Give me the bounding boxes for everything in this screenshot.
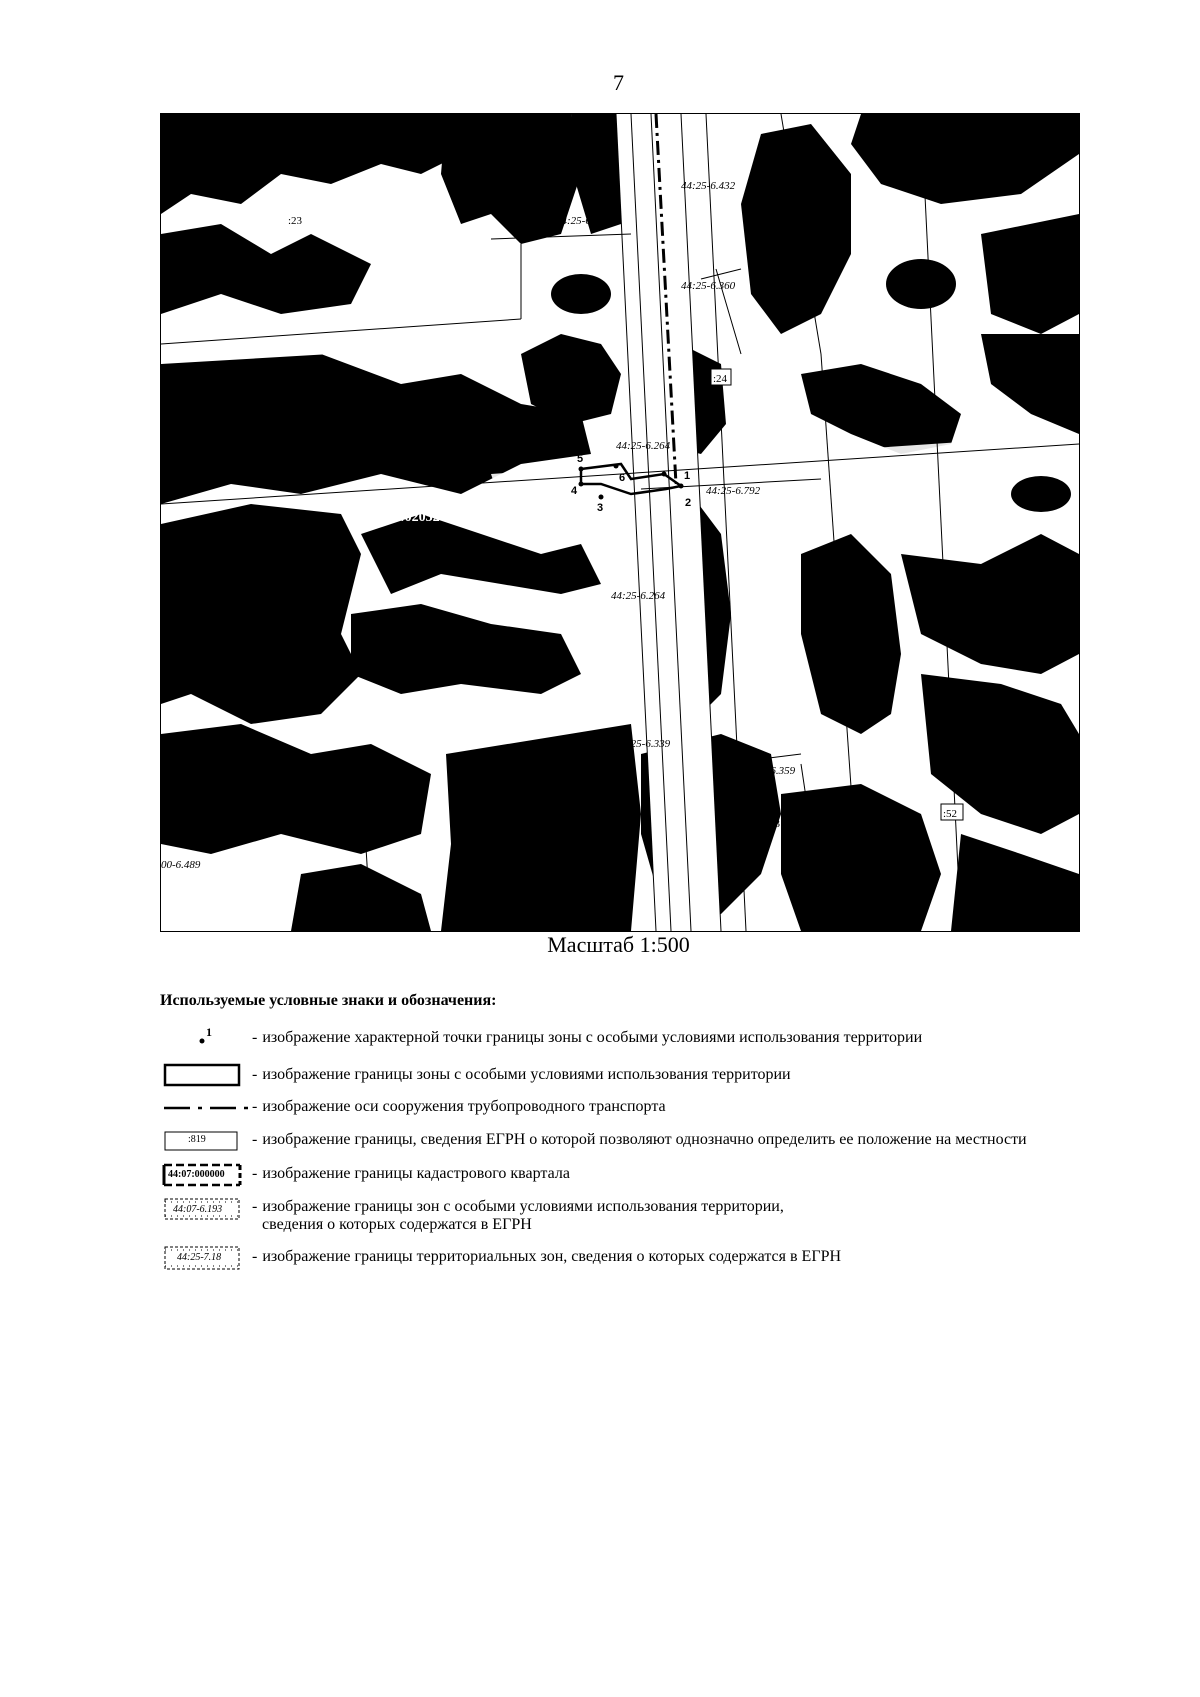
zone-label: 00-6.489 — [161, 859, 201, 871]
page-number: 7 — [613, 70, 624, 95]
legend-item-zone-boundary: - изображение границы зоны с особыми условиями использования территории — [160, 1062, 1160, 1090]
legend-text: изображение границы кадастрового квартала — [262, 1165, 570, 1182]
point-label: 4 — [571, 485, 578, 497]
pipeline-axis-symbol-icon — [160, 1094, 252, 1122]
zone-label: 44:25-6.792 — [706, 485, 761, 497]
zone-label: 44:25-6.264 — [611, 590, 666, 602]
legend-item-pipeline: - изображение оси сооружения трубопроводного транспорта — [160, 1094, 1160, 1122]
cadastral-map — [160, 113, 1080, 932]
zone-egrn-symbol-label: 44:07-6.193 — [173, 1204, 223, 1215]
zone-label: 44:25-6.290 — [556, 215, 611, 227]
zone-boundary-symbol-icon — [160, 1062, 252, 1090]
point-label: 1 — [684, 470, 691, 482]
parcel-label: :23 — [766, 818, 781, 830]
legend-item-territorial-zone: 44:25-7.18 - изображение границы территориальных зон, сведения о которых содержатся в ЕГРН — [160, 1244, 1160, 1272]
egrn-symbol-label: :819 — [188, 1134, 206, 1145]
territorial-zone-symbol-label: 44:25-7.18 — [177, 1252, 222, 1263]
parcel-label: :23 — [288, 215, 303, 227]
legend-text: изображение границы, сведения ЕГРН о которой позволяют однозначно определить ее положение на местности — [262, 1131, 1027, 1148]
parcel-label: :24 — [713, 373, 728, 385]
zone-label: 00-6.489 — [161, 817, 201, 829]
legend-item-point: 1 - изображение характерной точки границы зоны с особыми условиями использования территории — [160, 1025, 1160, 1053]
legend-item-egrn-boundary: :819 - изображение границы, сведения ЕГРН о которой позволяют однозначно определить ее положение на местности — [160, 1127, 1160, 1155]
zone-label: 44:25-6.339 — [616, 738, 671, 750]
legend-text: изображение границы территориальных зон, сведения о которых содержатся в ЕГРН — [262, 1248, 842, 1265]
point-symbol-label: 1 — [206, 1025, 212, 1039]
cadastral-quarter-symbol-label: 44:07:000000 — [168, 1169, 225, 1180]
point-label: 3 — [597, 502, 604, 514]
legend-item-zone-egrn: 44:07-6.193 - изображение границы зон с особыми условиями использования территории, сведения о которых содержатся в ЕГРН — [160, 1194, 1160, 1234]
legend-title: Используемые условные знаки и обозначения: — [160, 992, 497, 1009]
zone-label: 44:25-6.264 — [616, 440, 671, 452]
zone-label: 44:25-6.360 — [681, 280, 736, 292]
zone-label: 44:25-6.432 — [681, 180, 736, 192]
point-label: 5 — [577, 453, 584, 465]
zone-label: 44:25-6.359 — [741, 765, 796, 777]
parcel-label: :4 — [1066, 567, 1075, 579]
legend-text: изображение оси сооружения трубопроводного транспорта — [262, 1098, 666, 1115]
legend-text: изображение границы зоны с особыми условиями использования территории — [262, 1066, 791, 1083]
legend-text: изображение характерной точки границы зоны с особыми условиями использования территории — [262, 1029, 923, 1046]
legend-text: изображение границы зон с особыми условиями использования территории, — [262, 1198, 784, 1215]
parcel-label: :52 — [943, 808, 958, 820]
legend-item-cadastral-quarter: 44:07:000000 - изображение границы кадастрового квартала — [160, 1161, 1160, 1189]
parcel-label: :2 — [331, 650, 340, 662]
quarter-label: 25:02032 — [386, 510, 440, 525]
point-label: 2 — [685, 497, 692, 509]
legend-text-line2: сведения о которых содержатся в ЕГРН — [262, 1216, 532, 1233]
egrn-boundary-symbol-icon — [160, 1127, 252, 1155]
point-label: 6 — [619, 472, 626, 484]
map-canvas — [161, 114, 1079, 931]
map-scale: Масштаб 1:500 — [547, 932, 690, 957]
